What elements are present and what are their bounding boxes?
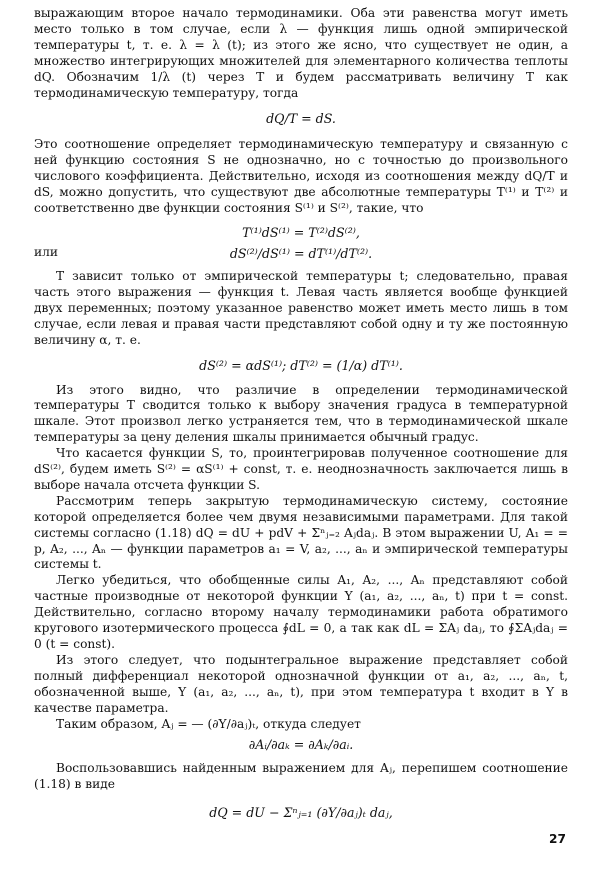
paragraph-6: Рассмотрим теперь закрытую термодинамическую систему, состояние которой определяется более чем двумя независимыми параметрами. Для такой системы согласно (1.18) dQ = dU + pdV + Σⁿⱼ₌₂ Aⱼdaⱼ. В этом выражении U, A₁ = = p, A₂, ..., Aₙ — функции параметров a₁ = V, a₂, ..., aₙ и эмпирической температуры системы t. xyxy=(34,493,568,572)
paragraph-5: Что касается функции S, то, проинтегрировав полученное соотношение для dS⁽²⁾, будем иметь S⁽²⁾ = αS⁽¹⁾ + const, т. е. неоднозначность заключается лишь в выборе начала отсчета функции S. xyxy=(34,446,568,492)
equation-row-3 xyxy=(34,241,568,263)
paragraph-9: Таким образом, Aⱼ = — (∂Y/∂aⱼ)ₜ, откуда следует xyxy=(56,716,361,731)
paragraph-7: Легко убедиться, что обобщенные силы A₁, A₂, ..., Aₙ представляют собой частные производные от некоторой функции Y (a₁, a₂, ..., aₙ, t) при t = const. Действительно, согласно второму началу термодинамики работа обратимого кругового изотермического процесса ∮dL = 0, а так как dL = ΣAⱼ daⱼ, то ∮ΣAⱼdaⱼ = 0 (t = const). xyxy=(34,573,568,651)
paragraph-10: Воспользовавшись найденным выражением для Aⱼ, перепишем соотношение (1.18) в виде xyxy=(34,761,568,792)
equation-dq-sum: dQ = dU − Σⁿⱼ₌₁ (∂Y/∂aⱼ)ₜ daⱼ, xyxy=(209,805,393,821)
equation-t1ds1: T⁽¹⁾dS⁽¹⁾ = T⁽²⁾dS⁽²⁾, xyxy=(242,224,360,240)
equation-ds-ratio: dS⁽²⁾/dS⁽¹⁾ = dT⁽¹⁾/dT⁽²⁾. xyxy=(229,245,373,261)
equation-partial-a: ∂Aᵢ/∂aₖ = ∂Aₖ/∂aᵢ. xyxy=(248,737,354,753)
word-ili: или xyxy=(34,244,58,259)
equation-dq-over-t: dQ/T = dS. xyxy=(266,111,336,127)
paragraph-8: Из этого следует, что подынтегральное выражение представляет собой полный дифференциал некоторой однозначной функции от a₁, a₂, ..., aₙ, t, обозначенной выше, Y (a₁, a₂, ..., aₙ, t), при этом температура t входит в Y в качестве параметра. xyxy=(34,652,568,715)
paragraph-4: Из этого видно, что различие в определении термодинамической температуры T сводится только к выбору значения градуса в температурной шкале. Этот произвол легко устраняется тем, что в термодинамической шкале температуры за цену деления шкалы принимается обычный градус. xyxy=(34,382,568,445)
page-number: 27 xyxy=(549,832,566,846)
page-body xyxy=(34,6,568,821)
paragraph-1: выражающим второе начало термодинамики. Оба эти равенства могут иметь место только в том случае, если λ — функция лишь одной эмпирической температуры t, т. е. λ = λ (t); из этого же ясно, что существует не один, а множество интегрирующих множителей для элементарного количества теплоты dQ. Обозначим 1/λ (t) через T и будем рассматривать величину T как термодинамическую температуру, тогда xyxy=(34,6,568,100)
paragraph-3: T зависит только от эмпирической температуры t; следовательно, правая часть этого выражения — функция t. Левая часть является вообще функцией двух переменных; поэтому указанное равенство может иметь место лишь в том случае, если левая и правая части представляют собой одну и ту же постоянную величину α, т. е. xyxy=(34,268,568,347)
paragraph-2: Это соотношение определяет термодинамическую температуру и связанную с ней функцию состояния S не однозначно, но с точностью до произвольного числового коэффициента. Действительно, исходя из соотношения между dQ/T и dS, можно допустить, что существуют две абсолютные температуры T⁽¹⁾ и T⁽²⁾ и соответственно две функции состояния S⁽¹⁾ и S⁽²⁾, такие, что xyxy=(34,137,568,216)
equation-alpha: dS⁽²⁾ = αdS⁽¹⁾; dT⁽²⁾ = (1/α) dT⁽¹⁾. xyxy=(199,357,403,373)
